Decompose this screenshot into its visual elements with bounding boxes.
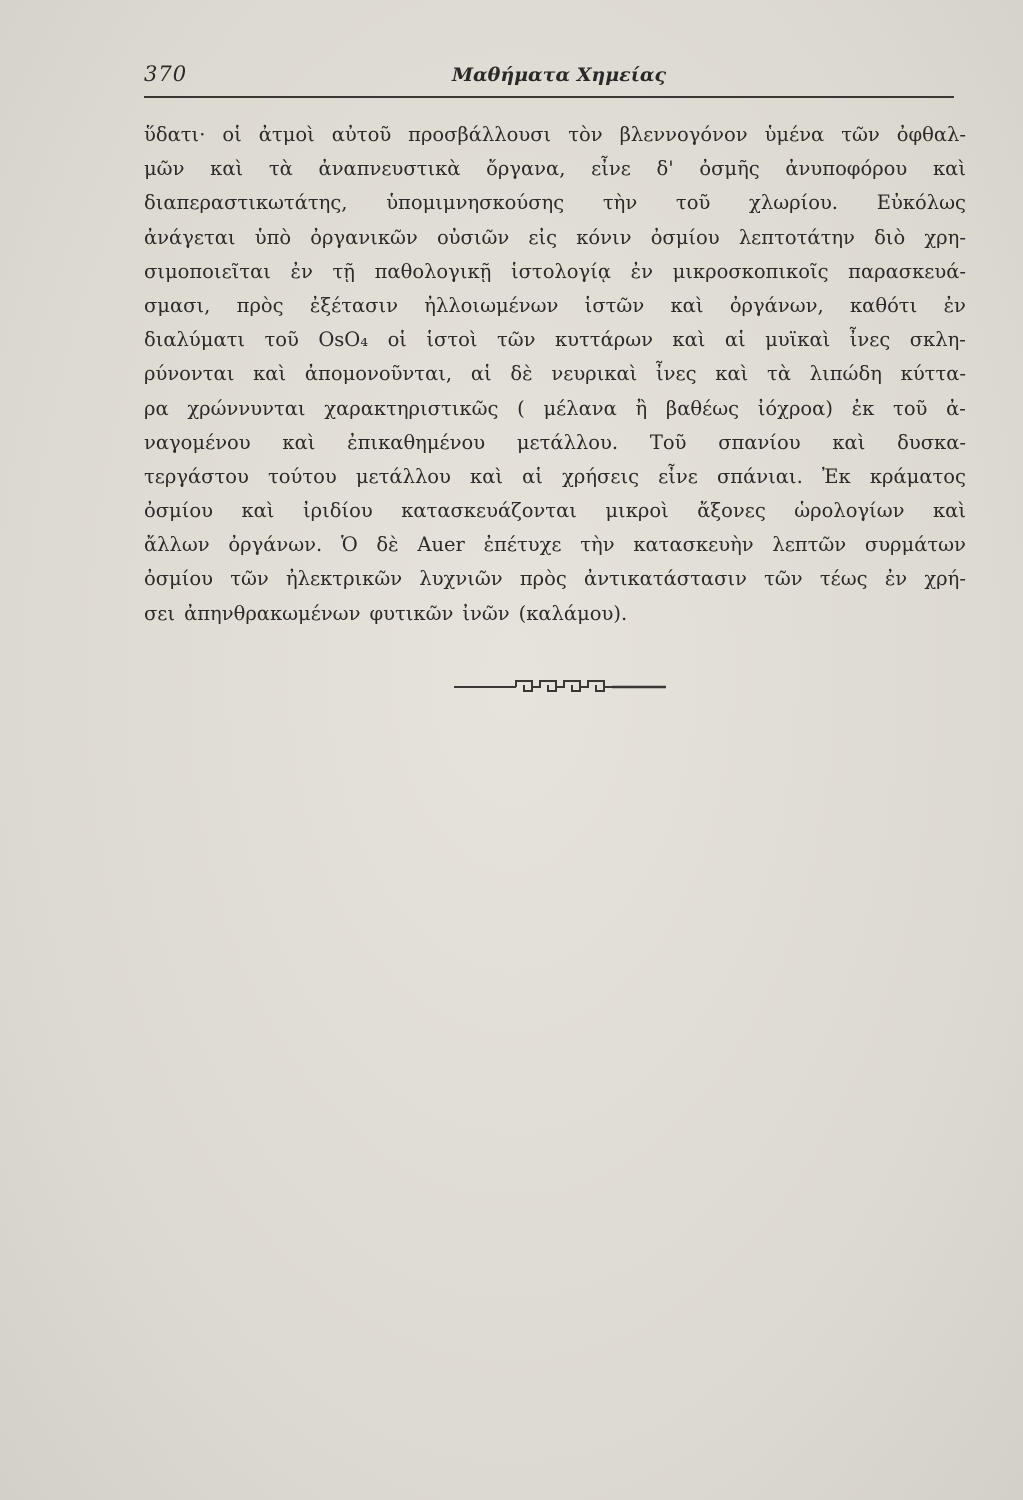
word: ρα bbox=[144, 396, 169, 420]
word: καὶ bbox=[670, 293, 704, 317]
page-number: 370 bbox=[144, 62, 188, 86]
word: καθότι bbox=[849, 293, 918, 317]
word: χρώννυνται bbox=[187, 396, 306, 420]
word: ὀσμίου bbox=[144, 567, 213, 591]
word: καὶ bbox=[210, 157, 244, 181]
text-line-last bbox=[144, 597, 966, 631]
word: ρύνονται bbox=[144, 362, 235, 386]
word: ἐν bbox=[290, 259, 313, 283]
word: καὶ bbox=[470, 464, 504, 488]
word: χρήσεις bbox=[562, 464, 640, 488]
word: ὑπομιμνησκούσης bbox=[386, 191, 565, 215]
word: ἄξονες bbox=[697, 499, 766, 523]
word: παθολογικῇ bbox=[374, 259, 492, 283]
text-line bbox=[144, 357, 966, 391]
word: ὀσμίου bbox=[650, 225, 720, 249]
word: αἱ bbox=[522, 464, 543, 488]
word: Auer bbox=[417, 533, 465, 557]
word: ἱστολογίᾳ bbox=[510, 259, 612, 283]
word: ἐξέτασιν bbox=[309, 293, 398, 317]
word: εἶνε bbox=[591, 157, 631, 181]
word: ὄργανα, bbox=[486, 157, 566, 181]
word: Εὐκόλως bbox=[876, 191, 966, 215]
word: τῶν bbox=[496, 328, 536, 352]
text-line bbox=[144, 460, 966, 494]
text-line bbox=[144, 392, 966, 426]
word: ἢ bbox=[635, 396, 648, 420]
word: ἄλλων bbox=[144, 533, 210, 557]
word: κόνιν bbox=[576, 225, 632, 249]
body-text bbox=[144, 118, 966, 631]
word: ἀναπνευστικὰ bbox=[318, 157, 461, 181]
word: ὀργάνων, bbox=[729, 293, 824, 317]
text-line bbox=[144, 152, 966, 186]
word: κατασκευάζονται bbox=[401, 499, 577, 523]
word: χρή- bbox=[924, 567, 966, 591]
word: ὀσμῆς bbox=[699, 157, 760, 181]
ornament-meander bbox=[516, 681, 612, 691]
word: οἱ bbox=[222, 123, 242, 146]
word: σιμοποιεῖται bbox=[144, 259, 271, 283]
page-header bbox=[144, 62, 954, 98]
word: ὕδατι· bbox=[144, 123, 206, 146]
word: ἰνῶν bbox=[462, 601, 510, 625]
word: τῇ bbox=[332, 259, 355, 283]
word: δὲ bbox=[376, 533, 399, 557]
word: σμασι, bbox=[144, 293, 211, 317]
word: τοῦ bbox=[675, 191, 711, 215]
word: σκλη- bbox=[909, 328, 966, 352]
word: πρὸς bbox=[519, 567, 567, 591]
word: τοῦ bbox=[893, 396, 928, 420]
text-line bbox=[144, 494, 966, 528]
word: παρασκευά- bbox=[848, 259, 966, 283]
word: κράματος bbox=[869, 464, 966, 488]
word: οἱ bbox=[387, 328, 407, 352]
word: ὀφθαλ- bbox=[896, 123, 966, 146]
word: βαθέως bbox=[665, 396, 740, 420]
word: διὸ bbox=[874, 225, 906, 249]
word: ἱστῶν bbox=[584, 293, 645, 317]
word: φυτικῶν bbox=[369, 601, 454, 625]
word: δὲ bbox=[510, 362, 533, 386]
word: ἐν bbox=[630, 259, 653, 283]
word: μετάλλου. bbox=[516, 430, 619, 454]
word: καὶ bbox=[715, 362, 749, 386]
greek-key-ornament-icon bbox=[452, 676, 668, 698]
word: ὀσμίου bbox=[144, 499, 213, 523]
word: αἱ bbox=[470, 362, 492, 386]
word: λεπτοτάτην bbox=[738, 225, 855, 249]
text-line bbox=[144, 289, 966, 323]
word: ἀνάγεται bbox=[144, 225, 236, 249]
text-line bbox=[144, 255, 966, 289]
word: ἶνες bbox=[656, 362, 697, 386]
word: οὐσιῶν bbox=[436, 225, 510, 249]
word: ἰριδίου bbox=[302, 499, 373, 523]
word: αἱ bbox=[724, 328, 746, 352]
word: ὑμένα bbox=[764, 123, 825, 146]
word: καὶ bbox=[832, 430, 866, 454]
text-line bbox=[144, 528, 966, 562]
word: χαρακτηριστικῶς bbox=[324, 396, 499, 420]
word: λυχνιῶν bbox=[419, 567, 503, 591]
word: συρμάτων bbox=[864, 533, 966, 557]
word: Ἐκ bbox=[821, 464, 851, 488]
running-title: Μαθήματα Χημείας bbox=[452, 64, 667, 86]
word: ἱστοὶ bbox=[426, 328, 478, 352]
word: δ' bbox=[656, 157, 674, 181]
word: τὴν bbox=[602, 191, 638, 215]
text-line bbox=[144, 186, 966, 220]
word: ὡρολογίων bbox=[794, 499, 905, 523]
word: κυττάρων bbox=[554, 328, 653, 352]
word: πρὸς bbox=[236, 293, 284, 317]
word: σπάνιαι. bbox=[716, 464, 803, 488]
word: μικροσκοπικοῖς bbox=[672, 259, 829, 283]
word: καὶ bbox=[932, 157, 966, 181]
word: τούτου bbox=[267, 464, 337, 488]
word: μυϊκαὶ bbox=[765, 328, 831, 352]
word: τὴν bbox=[580, 533, 615, 557]
word: ἀ- bbox=[946, 396, 966, 420]
word: τὸν bbox=[568, 123, 603, 146]
word: διαπεραστικωτάτης, bbox=[144, 191, 348, 215]
word: τοῦ bbox=[264, 328, 299, 352]
word: τῶν bbox=[841, 123, 880, 146]
word: ναγομένου bbox=[144, 430, 251, 454]
text-line bbox=[144, 426, 966, 460]
word: ἀπομονοῦνται, bbox=[304, 362, 453, 386]
word: μικροὶ bbox=[605, 499, 669, 523]
word: χλωρίου. bbox=[749, 191, 839, 215]
word: τὰ bbox=[767, 362, 791, 386]
word: τὰ bbox=[268, 157, 293, 181]
word: ἠλεκτρικῶν bbox=[285, 567, 403, 591]
word: ὀργάνων. bbox=[228, 533, 323, 557]
word: μέλανα bbox=[543, 396, 617, 420]
word: ἰόχροα) bbox=[757, 396, 833, 420]
word: λιπώδη bbox=[809, 362, 882, 386]
word: καὶ bbox=[282, 430, 316, 454]
word: ὀργανικῶν bbox=[310, 225, 418, 249]
word: καὶ bbox=[253, 362, 287, 386]
word: καὶ bbox=[672, 328, 706, 352]
word: μῶν bbox=[144, 157, 185, 181]
word: χρη- bbox=[924, 225, 966, 249]
word: ἀτμοὶ bbox=[258, 123, 315, 146]
text-line bbox=[144, 562, 966, 596]
word: καὶ bbox=[241, 499, 275, 523]
word: (καλάμου). bbox=[518, 601, 628, 625]
ornament-strokes bbox=[454, 681, 666, 691]
word: τῶν bbox=[764, 567, 803, 591]
word: διαλύματι bbox=[144, 328, 246, 352]
word: ἀνυποφόρου bbox=[785, 157, 908, 181]
word: OsO₄ bbox=[318, 328, 369, 352]
word: λεπτῶν bbox=[772, 533, 847, 557]
word: καὶ bbox=[932, 499, 966, 523]
word: ἐν bbox=[884, 567, 908, 591]
word: μετάλλου bbox=[355, 464, 451, 488]
word: ( bbox=[517, 396, 525, 420]
word: ἠλλοιωμένων bbox=[424, 293, 559, 317]
word: ἐν bbox=[943, 293, 966, 317]
word: ἀπηνθρακωμένων bbox=[184, 601, 361, 625]
text-line bbox=[144, 118, 966, 152]
word: νευρικαὶ bbox=[551, 362, 638, 386]
word: ἶνες bbox=[849, 328, 891, 352]
word: σει bbox=[144, 601, 176, 625]
word: αὐτοῦ bbox=[331, 123, 392, 146]
word: ἐπικαθημένου bbox=[347, 430, 486, 454]
word: εἶνε bbox=[658, 464, 698, 488]
word: κατασκευὴν bbox=[633, 533, 754, 557]
text-line bbox=[144, 323, 966, 357]
word: ἐκ bbox=[851, 396, 875, 420]
word: ὑπὸ bbox=[254, 225, 292, 249]
word: βλεννογόνον bbox=[619, 123, 748, 146]
word: τεργάστου bbox=[144, 464, 249, 488]
word: Τοῦ bbox=[649, 430, 687, 454]
word: ἀντικατάστασιν bbox=[584, 567, 747, 591]
word: προσβάλλουσι bbox=[408, 123, 552, 146]
word: δυσκα- bbox=[897, 430, 966, 454]
word: τέως bbox=[819, 567, 868, 591]
word: Ὁ bbox=[340, 533, 358, 557]
word: ἐπέτυχε bbox=[483, 533, 562, 557]
word: σπανίου bbox=[718, 430, 801, 454]
word: εἰς bbox=[528, 225, 558, 249]
word: τῶν bbox=[230, 567, 269, 591]
word: κύττα- bbox=[900, 362, 966, 386]
text-line bbox=[144, 221, 966, 255]
